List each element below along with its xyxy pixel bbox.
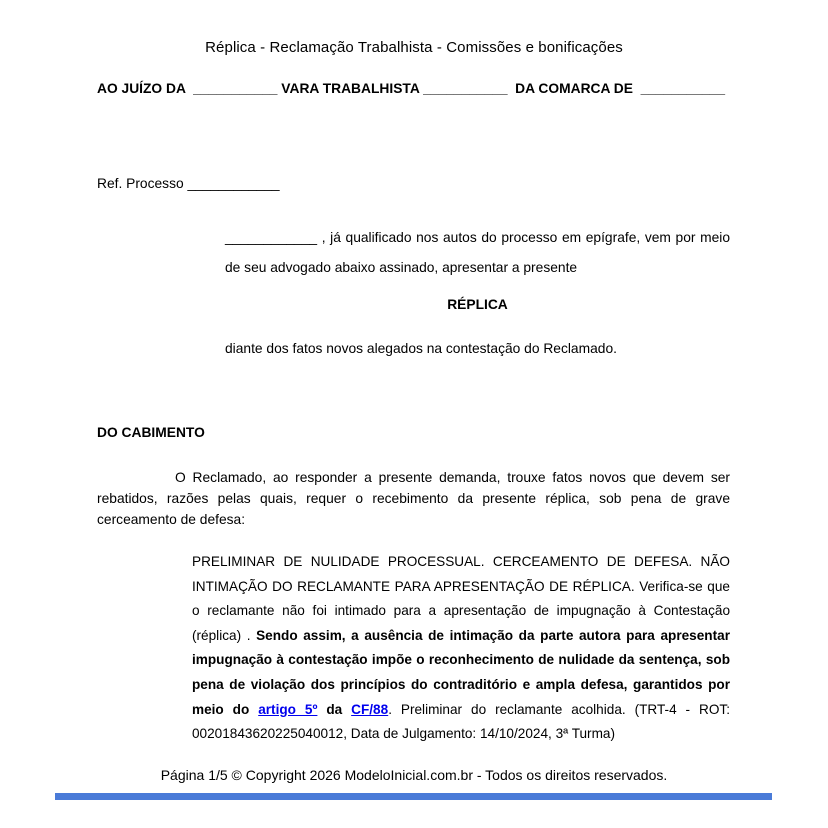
court-address-line: AO JUÍZO DA ___________ VARA TRABALHISTA ___________ DA COMARCA DE ___________ — [97, 81, 726, 96]
quote-lead-text: PRELIMINAR DE NULIDADE PROCESSUAL. CERCEAMENTO DE DEFESA. NÃO INTIMAÇÃO DO RECLAMANTE PARA APRESENTAÇÃO DE RÉPLICA. Verifica-se que o reclamante não foi intimado para a apresentação de impugnação à Contestação (réplica) . — [192, 554, 730, 643]
link-cf88[interactable]: CF/88 — [351, 701, 389, 717]
page-footer-copyright: Página 1/5 © Copyright 2026 ModeloInicial.com.br - Todos os direitos reservados. — [160, 767, 668, 783]
section-heading-cabimento: DO CABIMENTO — [97, 425, 205, 440]
page-bottom-divider-bar — [55, 793, 772, 800]
intro-paragraph: ____________ , já qualificado nos autos do processo em epígrafe, vem por meio de seu advogado abaixo assinado, apresentar a presente — [225, 230, 730, 275]
link-artigo-5[interactable]: artigo 5º — [258, 701, 318, 717]
jurisprudence-quote — [192, 550, 730, 747]
intro-complement-line: diante dos fatos novos alegados na contestação do Reclamado. — [225, 341, 617, 356]
cabimento-paragraph: O Reclamado, ao responder a presente demanda, trouxe fatos novos que devem ser rebatidos, razões pelas quais, requer o recebimento da presente réplica, sob pena de grave cerceamento de defesa: — [97, 470, 730, 528]
quote-bold-mid-text: da — [317, 701, 352, 717]
document-title: Réplica - Reclamação Trabalhista - Comissões e bonificações — [205, 39, 623, 56]
process-reference-line: Ref. Processo ____________ — [97, 176, 280, 191]
replica-heading: RÉPLICA — [447, 297, 508, 312]
quote-tail-text: . Preliminar do reclamante acolhida. (TRT-4 - ROT: 00201843620225040012, Data de Julgamento: 14/10/2024, 3ª Turma) — [192, 701, 730, 742]
quote-bold-text: Sendo assim, a ausência de intimação da parte autora para apresentar impugnação à contestação impõe o reconhecimento de nulidade da sentença, sob pena de violação dos princípios do contraditório e ampla defesa, garantidos por meio do — [192, 627, 730, 717]
